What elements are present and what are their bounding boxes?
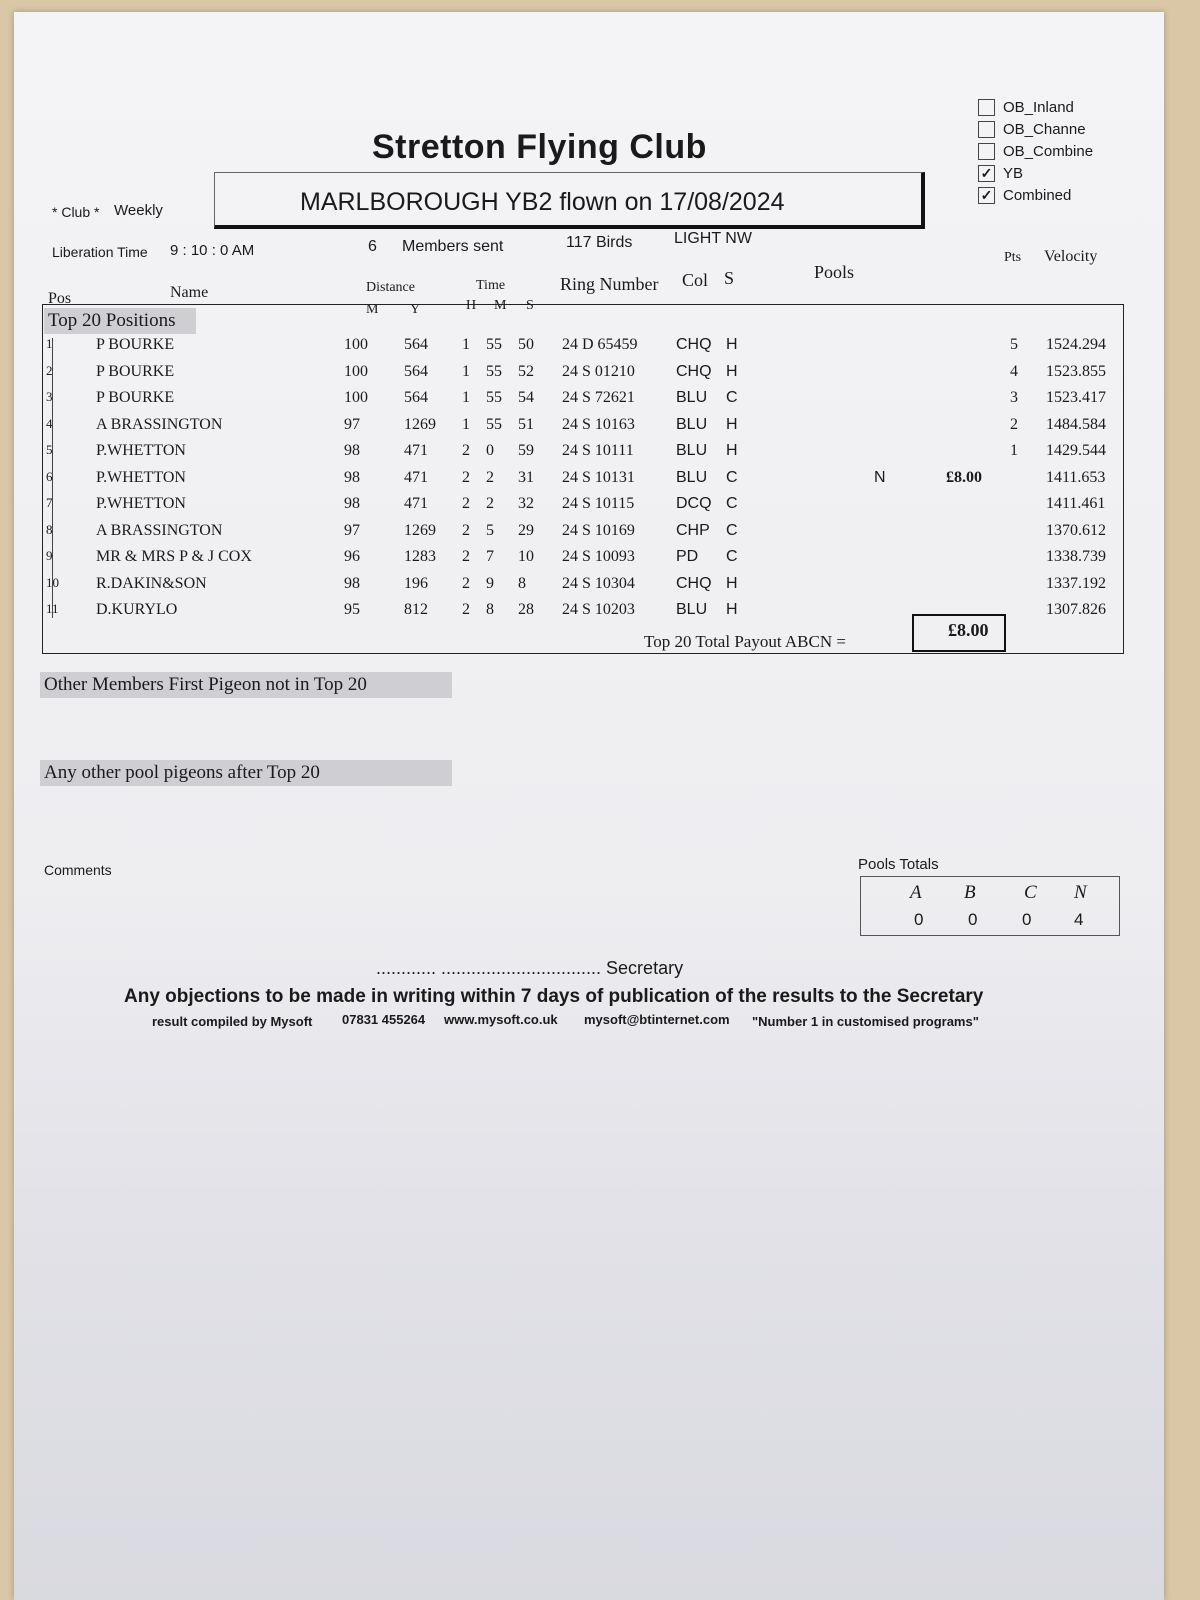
col-time-s: S xyxy=(526,298,534,313)
checkbox-ob-combine[interactable]: OB_Combine xyxy=(978,140,1093,162)
compiled-by: result compiled by Mysoft xyxy=(152,1014,313,1029)
pools-totals-label: Pools Totals xyxy=(858,856,939,873)
cell-m: 95 xyxy=(344,601,360,618)
cell-sex: H xyxy=(726,442,738,459)
col-dist-y: Y xyxy=(410,302,421,317)
cell-col: CHP xyxy=(676,521,710,539)
compiler-phone: 07831 455264 xyxy=(342,1012,426,1027)
col-time-h: H xyxy=(466,298,477,313)
checkbox-box[interactable] xyxy=(978,121,995,138)
cell-col: BLU xyxy=(676,442,708,459)
table-row xyxy=(0,522,1200,548)
cell-ring: 24 S 10304 xyxy=(562,574,635,592)
cell-h: 1 xyxy=(462,362,470,380)
cell-vel: 1411.653 xyxy=(1046,468,1106,486)
cell-pool: N xyxy=(874,468,886,486)
club-type: Weekly xyxy=(114,202,163,219)
cell-pos: 6 xyxy=(46,468,53,484)
table-row xyxy=(0,416,1200,442)
cell-h: 2 xyxy=(462,574,470,592)
cell-vel: 1370.612 xyxy=(1046,521,1106,539)
cell-mi: 2 xyxy=(486,495,494,512)
col-distance: Distance xyxy=(366,280,415,295)
cell-m: 100 xyxy=(344,389,368,406)
cell-name: P.WHETTON xyxy=(96,495,186,512)
cell-pos: 3 xyxy=(46,389,53,404)
cell-mi: 55 xyxy=(486,389,502,406)
payout-value: £8.00 xyxy=(948,620,989,640)
cell-h: 2 xyxy=(462,468,470,486)
cell-m: 97 xyxy=(344,415,360,433)
col-time-m: M xyxy=(494,298,507,313)
section-top20: Top 20 Positions xyxy=(44,308,196,334)
pool-header-a: A xyxy=(910,882,922,903)
cell-vel: 1484.584 xyxy=(1046,415,1106,433)
cell-vel: 1429.544 xyxy=(1046,442,1106,459)
cell-y: 564 xyxy=(404,362,428,380)
cell-pos: 1 xyxy=(46,336,53,351)
cell-name: P.WHETTON xyxy=(96,468,186,486)
cell-vel: 1524.294 xyxy=(1046,336,1106,353)
cell-y: 564 xyxy=(404,336,428,353)
checkmark-icon[interactable]: ✓ xyxy=(978,187,995,204)
members-label: Members sent xyxy=(402,238,504,255)
cell-col: BLU xyxy=(676,415,708,433)
cell-pos: 5 xyxy=(46,442,53,457)
cell-col: CHQ xyxy=(676,336,712,353)
cell-col: BLU xyxy=(676,389,708,406)
cell-pos: 9 xyxy=(46,548,53,563)
col-sex: S xyxy=(724,268,735,288)
table-row xyxy=(0,548,1200,574)
cell-col: PD xyxy=(676,548,699,565)
table-row xyxy=(0,363,1200,389)
pool-total-c: 0 xyxy=(1022,910,1032,929)
cell-name: P BOURKE xyxy=(96,362,175,380)
cell-sex: C xyxy=(726,468,738,486)
table-row xyxy=(0,601,1200,627)
liberation-time: 9 : 10 : 0 AM xyxy=(170,242,255,259)
cell-vel: 1523.417 xyxy=(1046,389,1106,406)
cell-sex: H xyxy=(726,574,738,592)
cell-pts: 5 xyxy=(1010,336,1018,353)
pool-header-b: B xyxy=(964,882,976,903)
col-ring: Ring Number xyxy=(560,274,659,294)
cell-vel: 1337.192 xyxy=(1046,574,1106,592)
birds-count: 117 Birds xyxy=(566,234,633,251)
cell-ring: 24 S 10131 xyxy=(562,468,635,486)
cell-m: 100 xyxy=(344,336,368,353)
cell-ring: 24 S 10169 xyxy=(562,521,635,539)
col-pts: Pts xyxy=(1004,250,1022,265)
cell-s: 28 xyxy=(518,601,534,618)
cell-y: 471 xyxy=(404,442,428,459)
table-row xyxy=(0,336,1200,362)
cell-ring: 24 S 10093 xyxy=(562,548,635,565)
cell-name: D.KURYLO xyxy=(96,601,178,618)
cell-y: 812 xyxy=(404,601,428,618)
table-row xyxy=(0,442,1200,468)
cell-mi: 0 xyxy=(486,442,494,459)
cell-col: CHQ xyxy=(676,574,712,592)
section-other-members: Other Members First Pigeon not in Top 20 xyxy=(40,672,452,698)
cell-ring: 24 S 10203 xyxy=(562,601,635,618)
comments-label: Comments xyxy=(44,862,112,878)
cell-name: P BOURKE xyxy=(96,336,175,353)
cell-mi: 8 xyxy=(486,601,494,618)
cell-sex: C xyxy=(726,495,738,512)
cell-y: 1283 xyxy=(404,548,436,565)
cell-mi: 7 xyxy=(486,548,494,565)
cell-m: 100 xyxy=(344,362,368,380)
section-other-pool: Any other pool pigeons after Top 20 xyxy=(40,760,452,786)
pool-total-b: 0 xyxy=(968,910,978,929)
cell-s: 50 xyxy=(518,336,534,353)
col-velocity: Velocity xyxy=(1044,248,1098,265)
cell-vel: 1307.826 xyxy=(1046,601,1106,618)
checkbox-yb[interactable]: ✓ YB xyxy=(978,162,1093,184)
cell-s: 29 xyxy=(518,521,534,539)
cell-ring: 24 S 10115 xyxy=(562,495,635,512)
cell-m: 98 xyxy=(344,574,360,592)
col-dist-m: M xyxy=(366,302,379,317)
table-row xyxy=(0,389,1200,415)
cell-vel: 1411.461 xyxy=(1046,495,1106,512)
cell-y: 196 xyxy=(404,574,428,592)
cell-sex: C xyxy=(726,389,738,406)
cell-name: R.DAKIN&SON xyxy=(96,574,207,592)
cell-h: 2 xyxy=(462,442,470,459)
cell-pts: 4 xyxy=(1010,362,1018,380)
cell-ring: 24 S 10163 xyxy=(562,415,635,433)
liberation-label: Liberation Time xyxy=(52,244,148,260)
cell-name: MR & MRS P & J COX xyxy=(96,548,252,565)
cell-pts: 2 xyxy=(1010,415,1018,433)
cell-ring: 24 S 10111 xyxy=(562,442,634,459)
compiler-email: mysoft@btinternet.com xyxy=(584,1012,730,1027)
cell-pos: 2 xyxy=(46,362,53,378)
table-row xyxy=(0,469,1200,495)
cell-sex: H xyxy=(726,415,738,433)
cell-pts: 3 xyxy=(1010,389,1018,406)
cell-mi: 2 xyxy=(486,468,494,486)
cell-m: 98 xyxy=(344,468,360,486)
cell-col: BLU xyxy=(676,468,708,486)
checkmark-icon[interactable]: ✓ xyxy=(978,165,995,182)
cell-name: P.WHETTON xyxy=(96,442,186,459)
cell-mi: 55 xyxy=(486,415,502,433)
cell-h: 2 xyxy=(462,601,470,618)
col-pools: Pools xyxy=(814,262,855,282)
cell-m: 97 xyxy=(344,521,360,539)
cell-h: 1 xyxy=(462,415,470,433)
cell-mi: 55 xyxy=(486,336,502,353)
cell-pos: 10 xyxy=(46,574,59,590)
cell-h: 2 xyxy=(462,548,470,565)
cell-h: 2 xyxy=(462,495,470,512)
cell-s: 52 xyxy=(518,362,534,380)
cell-pos: 4 xyxy=(46,415,53,431)
cell-name: P BOURKE xyxy=(96,389,175,406)
col-time: Time xyxy=(476,278,506,293)
cell-m: 98 xyxy=(344,495,360,512)
cell-pos: 7 xyxy=(46,495,53,510)
cell-ring: 24 S 01210 xyxy=(562,362,635,380)
cell-pts: 1 xyxy=(1010,442,1018,459)
cell-h: 2 xyxy=(462,521,470,539)
cell-ring: 24 S 72621 xyxy=(562,389,635,406)
cell-payout: £8.00 xyxy=(946,468,982,486)
cell-s: 32 xyxy=(518,495,534,512)
cell-m: 96 xyxy=(344,548,360,565)
checkbox-ob-channe[interactable]: OB_Channe xyxy=(978,118,1093,140)
secretary-line: ............ ................................ Secretary xyxy=(376,958,684,978)
objections-notice: Any objections to be made in writing within 7 days of publication of the results to the Secretary xyxy=(124,986,984,1007)
cell-s: 51 xyxy=(518,415,534,433)
cell-y: 471 xyxy=(404,495,428,512)
cell-col: BLU xyxy=(676,601,708,618)
cell-s: 10 xyxy=(518,548,534,565)
cell-mi: 55 xyxy=(486,362,502,380)
compiler-website: www.mysoft.co.uk xyxy=(444,1012,558,1027)
pool-header-n: N xyxy=(1074,882,1087,903)
table-row xyxy=(0,495,1200,521)
table-row xyxy=(0,575,1200,601)
cell-m: 98 xyxy=(344,442,360,459)
checkbox-combined[interactable]: ✓ Combined xyxy=(978,184,1093,206)
col-colour: Col xyxy=(682,270,709,290)
club-title: Stretton Flying Club xyxy=(372,128,707,166)
cell-y: 1269 xyxy=(404,521,436,539)
cell-sex: H xyxy=(726,362,738,380)
cell-sex: H xyxy=(726,601,738,618)
cell-vel: 1523.855 xyxy=(1046,362,1106,380)
checkbox-ob-inland[interactable]: OB_Inland xyxy=(978,96,1093,118)
pool-total-a: 0 xyxy=(914,910,924,929)
cell-s: 8 xyxy=(518,574,526,592)
cell-col: CHQ xyxy=(676,362,712,380)
club-label: * Club * xyxy=(52,204,100,220)
cell-sex: C xyxy=(726,521,738,539)
pool-header-c: C xyxy=(1024,882,1037,903)
cell-vel: 1338.739 xyxy=(1046,548,1106,565)
cell-h: 1 xyxy=(462,336,470,353)
cell-mi: 5 xyxy=(486,521,494,539)
cell-pos: 11 xyxy=(46,601,59,616)
col-name: Name xyxy=(170,284,209,301)
checkbox-box[interactable] xyxy=(978,99,995,116)
cell-pos: 8 xyxy=(46,521,53,537)
cell-s: 54 xyxy=(518,389,534,406)
cell-name: A BRASSINGTON xyxy=(96,521,223,539)
payout-label: Top 20 Total Payout ABCN = xyxy=(644,632,846,651)
race-subtitle: MARLBOROUGH YB2 flown on 17/08/2024 xyxy=(300,188,785,216)
cell-ring: 24 D 65459 xyxy=(562,336,638,353)
cell-s: 59 xyxy=(518,442,534,459)
cell-sex: H xyxy=(726,336,738,353)
pool-total-n: 4 xyxy=(1074,910,1084,929)
cell-sex: C xyxy=(726,548,738,565)
col-pos: Pos xyxy=(48,290,72,307)
cell-h: 1 xyxy=(462,389,470,406)
cell-mi: 9 xyxy=(486,574,494,592)
cell-y: 564 xyxy=(404,389,428,406)
cell-col: DCQ xyxy=(676,495,712,512)
compiler-slogan: "Number 1 in customised programs" xyxy=(752,1014,979,1029)
cell-s: 31 xyxy=(518,468,534,486)
cell-y: 471 xyxy=(404,468,428,486)
race-type-checkboxes xyxy=(978,96,1093,206)
cell-name: A BRASSINGTON xyxy=(96,415,223,433)
members-count: 6 xyxy=(368,238,377,255)
cell-y: 1269 xyxy=(404,415,436,433)
wind-condition: LIGHT NW xyxy=(674,230,752,247)
checkbox-box[interactable] xyxy=(978,143,995,160)
